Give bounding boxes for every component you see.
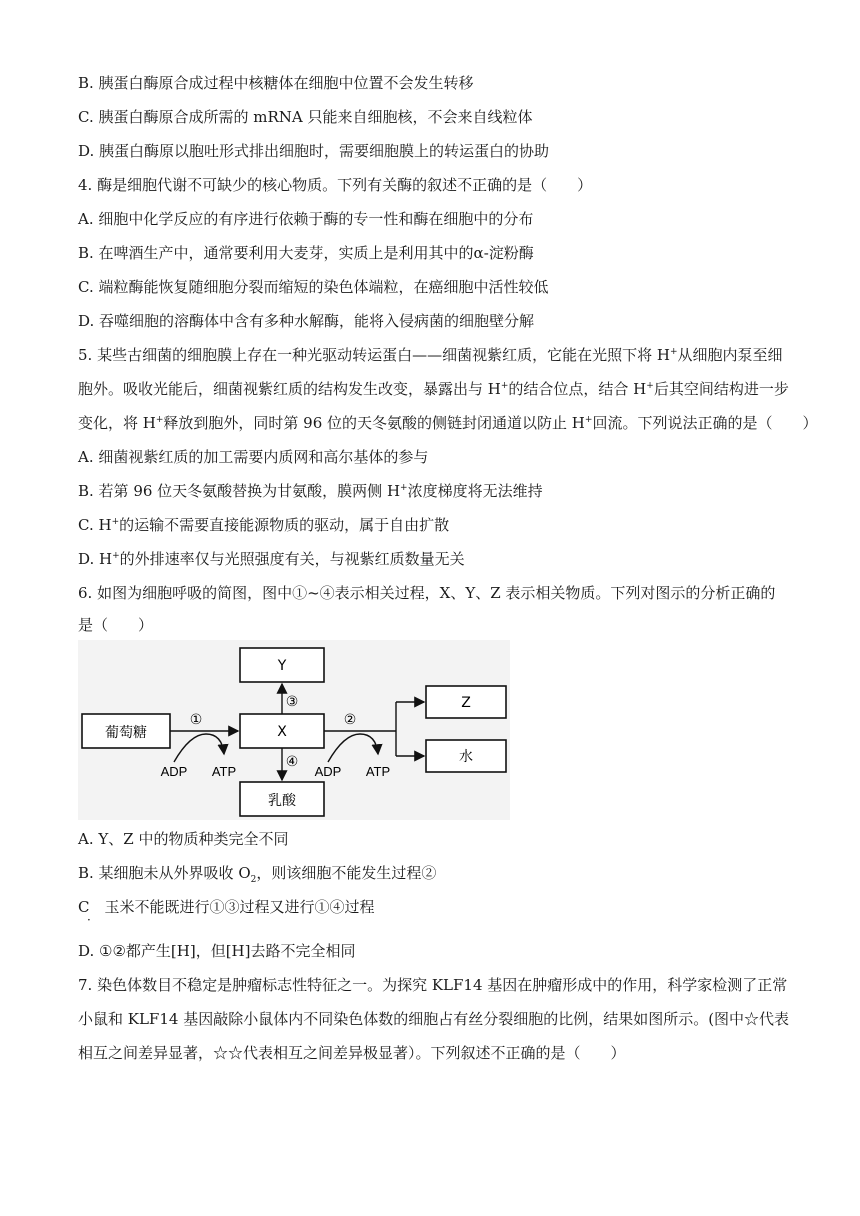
q3-option-c: C. 胰蛋白酶原合成所需的 mRNA 只能来自细胞核，不会来自线粒体 bbox=[78, 108, 533, 126]
q6-stem-line2: 是（ ） bbox=[78, 616, 154, 634]
q7-stem-line2: 小鼠和 KLF14 基因敲除小鼠体内不同染色体数的细胞占有丝分裂细胞的比例，结果如图所示。(图中☆代表 bbox=[78, 1010, 790, 1028]
y-label: Y bbox=[277, 658, 287, 674]
q4-option-b: B. 在啤酒生产中，通常要利用大麦芽，实质上是利用其中的α-淀粉酶 bbox=[78, 244, 534, 262]
step-2-label: ② bbox=[343, 712, 357, 728]
q5-option-a: A. 细菌视紫红质的加工需要内质网和高尔基体的参与 bbox=[78, 448, 429, 466]
q3-option-d: D. 胰蛋白酶原以胞吐形式排出细胞时，需要细胞膜上的转运蛋白的协助 bbox=[78, 142, 550, 160]
q6-option-d: D. ①②都产生[H]，但[H]去路不完全相同 bbox=[78, 942, 356, 960]
lactic-acid-label: 乳酸 bbox=[268, 793, 296, 809]
step-3-label: ③ bbox=[285, 694, 299, 710]
q5-option-b: B. 若第 96 位天冬氨酸替换为甘氨酸，膜两侧 H+浓度梯度将无法维持 bbox=[78, 482, 543, 500]
q5-stem-line1: 5. 某些古细菌的细胞膜上存在一种光驱动转运蛋白——细菌视紫红质，它能在光照下将 H+从细胞内泵至细 bbox=[78, 346, 783, 364]
q5-stem-line3: 变化，将 H+释放到胞外，同时第 96 位的天冬氨酸的侧链封闭通道以防止 H+回流。下列说法正确的是（ ） bbox=[78, 414, 818, 432]
z-label: Z bbox=[461, 695, 471, 711]
step-4-label: ④ bbox=[285, 754, 299, 770]
q7-stem-line1: 7. 染色体数目不稳定是肿瘤标志性特征之一。为探究 KLF14 基因在肿瘤形成中的作用，科学家检测了正常 bbox=[78, 976, 788, 994]
step-1-label: ① bbox=[189, 712, 203, 728]
atp-label-1: ATP bbox=[211, 764, 237, 779]
q6-stem-line1: 6. 如图为细胞呼吸的简图，图中①~④表示相关过程，X、Y、Z 表示相关物质。下列对图示的分析正确的 bbox=[78, 584, 776, 602]
q4-option-d: D. 吞噬细胞的溶酶体中含有多种水解酶，能将入侵病菌的细胞壁分解 bbox=[78, 312, 535, 330]
q6-option-a: A. Y、Z 中的物质种类完全不同 bbox=[78, 830, 289, 848]
q4-stem: 4. 酶是细胞代谢不可缺少的核心物质。下列有关酶的叙述不正确的是（ ） bbox=[78, 176, 593, 194]
water-label: 水 bbox=[459, 749, 473, 765]
q7-stem-line3: 相互之间差异显著，☆☆代表相互之间差异极显著）。下列叙述不正确的是（ ） bbox=[78, 1044, 626, 1062]
adp-atp-curve-1 bbox=[174, 734, 224, 762]
adp-atp-curve-2 bbox=[328, 734, 378, 762]
adp-label-2: ADP bbox=[314, 764, 342, 779]
q6-option-c: C 玉米不能既进行①③过程又进行①④过程 bbox=[78, 898, 375, 916]
q6-option-c-dot: · bbox=[87, 913, 91, 927]
q6-option-b: B. 某细胞未从外界吸收 $O_2$，则该细胞不能发生过程② bbox=[78, 864, 437, 885]
x-label: X bbox=[277, 724, 287, 740]
q5-option-d: D. H+的外排速率仅与光照强度有关，与视紫红质数量无关 bbox=[78, 550, 465, 568]
q5-option-c: C. H+的运输不需要直接能源物质的驱动，属于自由扩散 bbox=[78, 516, 450, 534]
q4-option-a: A. 细胞中化学反应的有序进行依赖于酶的专一性和酶在细胞中的分布 bbox=[78, 210, 534, 228]
glucose-label: 葡萄糖 bbox=[105, 725, 147, 741]
q4-option-c: C. 端粒酶能恢复随细胞分裂而缩短的染色体端粒，在癌细胞中活性较低 bbox=[78, 278, 549, 296]
cell-respiration-diagram bbox=[78, 640, 510, 820]
q3-option-b: B. 胰蛋白酶原合成过程中核糖体在细胞中位置不会发生转移 bbox=[78, 74, 474, 92]
atp-label-2: ATP bbox=[365, 764, 391, 779]
adp-label-1: ADP bbox=[160, 764, 188, 779]
q5-stem-line2: 胞外。吸收光能后，细菌视紫红质的结构发生改变，暴露出与 H+的结合位点，结合 H+后其空间结构进一步 bbox=[78, 380, 789, 398]
